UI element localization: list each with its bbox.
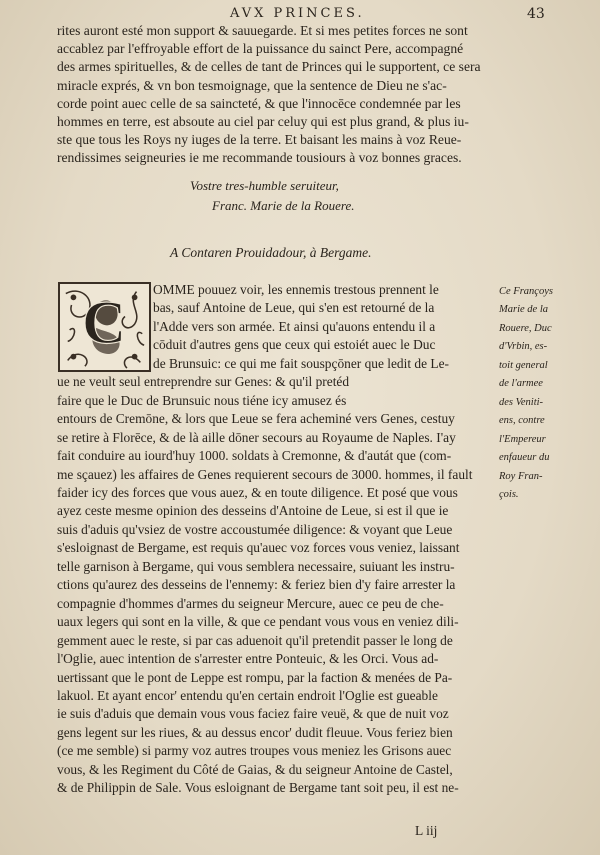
text-line: vous, & les Regiment du Côté de Gaias, & du seigneur Antoine de Castel, [57,761,453,777]
signature-name: Franc. Marie de la Rouere. [212,198,355,213]
text-line: & de Philippin de Sale. Vous esloignant de Bergame tant soit peu, il est ne- [57,780,459,796]
text-line: rites auront esté mon support & sauuegarde. Et si mes petites forces ne sont [57,23,468,38]
text-line: (ce me semble) si parmy voz autres troupes vous meniez les Grisons auec [57,743,452,759]
margin-note: Rouere, Duc [499,322,552,334]
text-line: telle garnison à Bergame, qui vous semblera necessaire, suiuant les instru- [57,558,455,574]
text-line: lakuol. Et ayant encor' entendu qu'en certain endroit l'Oglie est gueable [57,687,438,703]
text-line: cōduit d'autres gens que ceux qui estoiét auec le Duc [153,337,436,353]
text-line: ctions qu'aurez des desseins de l'ennemy: & feriez bien d'y faire arrester la [57,577,456,593]
letter-heading: A Contaren Prouidadour, à Bergame. [170,245,372,260]
margin-note: ens, contre [499,415,545,427]
margin-note: enfaueur du [499,452,550,464]
text-line: l'Oglie, auec intention de s'arrester entre Ponteuic, & les Orci. Vous ad- [57,651,439,667]
text-line: miracle exprés, & vn bon tesmoignage, que la sentence de Dieu ne s'ac- [57,77,447,93]
text-line: ue ne veult seul entreprendre sur Genes: & qu'il pretéd [57,374,350,390]
text-line: uaux legers qui sont en la ville, & que ce pendant vous vous en veniez dili- [57,614,459,630]
signature-line: Vostre tres-humble seruiteur, [190,178,339,193]
margin-note: d'Vrbin, es- [499,341,548,353]
text-line: faider icy des forces que vous auez, & en toute diligence. Et posé que vous [57,484,458,500]
signature-block [190,176,354,216]
page-number: 43 [527,6,545,22]
initial-letter: C [81,290,127,358]
margin-note: toit general [499,359,548,371]
text-line: ayez ceste mesme opinion des desseins d'Antoine de Leue, si est il que ie [57,503,449,519]
text-line: corde point auec celle de sa saincteté, & que l'innocēce condemnée par les [57,95,461,111]
opening-paragraph [57,22,523,168]
text-line: de Brunsuic: ce qui me fait souspçōner que ledit de Le- [153,355,449,371]
running-head: AVX PRINCES. [230,6,365,21]
text-line: accablez par l'effroyable effort de la puissance du sainct Pere, accompagné [57,41,464,57]
text-line: ste que tous les Roys ny iuges de la terre. Et baisant les mains à voz Reue- [57,132,462,148]
text-line: OMME pouuez voir, les ennemis trestous prennent le [153,282,439,297]
margin-note: çois. [499,488,519,500]
text-line: compagnie d'hommes d'armes du seigneur Mercure, auec ce peu de che- [57,595,444,611]
text-line: faire que le Duc de Brunsuic nous tiéne icy amusez és [57,392,347,408]
text-line: gens legent sur les riues, & au dessus encor' dudit fleuue. Vous feriez bien [57,724,453,740]
text-line: bas, sauf Antoine de Leue, qui s'en est retourné de la [153,300,435,316]
text-line: suis d'aduis qu'vsiez de vostre accoustumée diligence: & voyant que Leue [57,521,453,537]
text-line: l'Adde vers son armée. Et ainsi qu'auons entendu il a [153,318,436,334]
text-line: gemment auec le reste, si par cas aduenoit qu'il pretendit passer le long de [57,632,453,648]
text-line: uertissant que le pont de Leppe est rompu, par la faction & menées de Pa- [57,669,453,685]
text-line: me sçauez) les affaires de Genes requierent secours de 3000. hommes, il fault [57,466,473,482]
margin-note: de l'armee [499,378,543,390]
text-line: rendissimes seigneuries ie me recommande tousiours à voz bonnes graces. [57,150,462,166]
text-line: hommes en terre, est absoute au ciel par celuy qui est plus grand, & plus iu- [57,114,469,130]
text-line: entours de Cremōne, & lors que Leue se fera acheminé vers Genes, cestuy [57,411,455,427]
text-line: s'esloignast de Bergame, est requis qu'auec voz forces vous veniez, laissant [57,540,460,556]
margin-note: Ce Françoys [499,286,553,297]
text-line: des armes spirituelles, & de celles de tant de Princes qui le supportent, ce sera [57,59,481,75]
margin-note: des Veniti- [499,396,544,408]
margin-notes [499,283,559,504]
letter-body [57,281,495,798]
text-line: ie suis d'aduis que demain vous vous faciez faire veuë, & que de nuit voz [57,706,449,722]
margin-note: Roy Fran- [499,470,543,482]
margin-note: Marie de la [499,304,548,316]
signature-mark: L iij [415,823,438,838]
margin-note: l'Empereur [499,433,546,445]
text-line: se retire à Florēce, & de là aille dōner secours au Royaume de Naples. I'ay [57,429,456,445]
text-line: fait conduire au iourd'huy 1000. soldats à Cremonne, & d'autát que (com- [57,448,452,464]
